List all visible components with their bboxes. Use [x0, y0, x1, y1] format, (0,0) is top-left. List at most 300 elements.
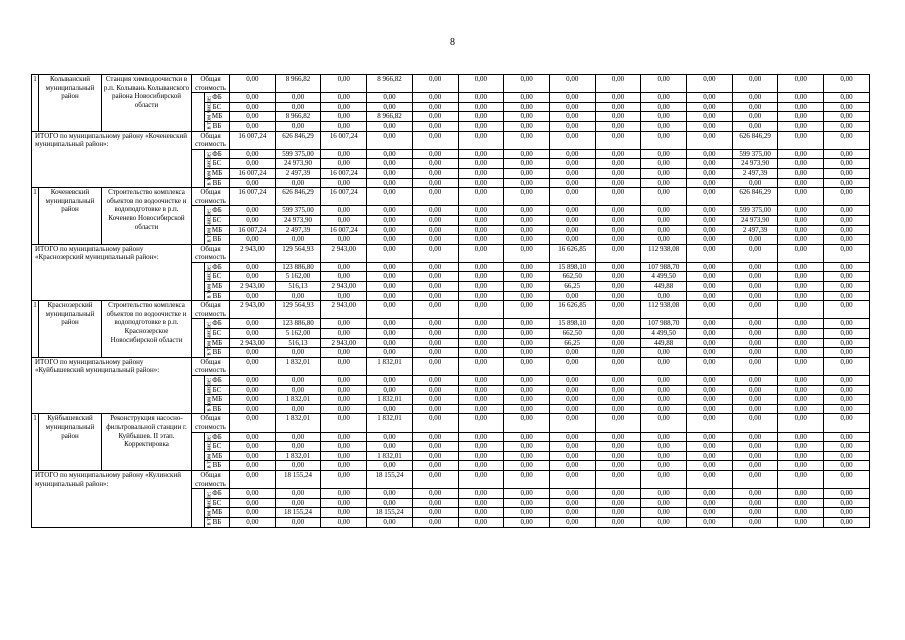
value-cell: 0,00	[458, 414, 504, 432]
value-cell: 0,00	[549, 178, 595, 188]
value-cell: 0,00	[412, 262, 458, 272]
value-cell: 0,00	[778, 357, 824, 375]
value-cell: 18 155,24	[275, 508, 321, 518]
value-cell: 0,00	[641, 291, 687, 301]
total-cost-label: Общая стоимость	[192, 301, 230, 319]
value-cell: 0,00	[687, 188, 733, 206]
value-cell: 0,00	[824, 272, 870, 282]
value-cell: 0,00	[412, 329, 458, 339]
value-cell: 0,00	[641, 188, 687, 206]
value-cell: 0,00	[824, 244, 870, 262]
funding-source-code: ФБ	[205, 432, 230, 442]
value-cell: 0,00	[230, 75, 276, 93]
value-cell: 2 943,00	[230, 244, 276, 262]
including-text: в том числе:	[205, 434, 213, 469]
value-cell: 0,00	[824, 102, 870, 112]
value-cell: 0,00	[504, 131, 550, 149]
value-cell: 0,00	[321, 112, 367, 122]
value-cell: 0,00	[595, 508, 641, 518]
value-cell: 0,00	[458, 291, 504, 301]
value-cell: 0,00	[367, 338, 413, 348]
value-cell: 0,00	[549, 461, 595, 471]
value-cell: 0,00	[504, 348, 550, 358]
funding-source-code: БС	[205, 215, 230, 225]
value-cell: 0,00	[412, 470, 458, 488]
value-cell: 0,00	[549, 159, 595, 169]
table-row	[32, 470, 870, 488]
value-cell: 0,00	[367, 498, 413, 508]
funding-source-code: МБ	[205, 112, 230, 122]
value-cell: 0,00	[824, 498, 870, 508]
value-cell: 0,00	[641, 404, 687, 414]
value-cell: 0,00	[367, 272, 413, 282]
value-cell: 0,00	[458, 168, 504, 178]
value-cell: 0,00	[321, 395, 367, 405]
including-text: в том числе:	[205, 208, 213, 243]
value-cell: 0,00	[595, 235, 641, 245]
value-cell: 0,00	[412, 404, 458, 414]
value-cell: 0,00	[458, 93, 504, 103]
value-cell: 0,00	[549, 395, 595, 405]
value-cell: 0,00	[687, 272, 733, 282]
value-cell: 0,00	[275, 517, 321, 527]
value-cell: 0,00	[824, 188, 870, 206]
value-cell: 2 497,39	[732, 168, 778, 178]
funding-source-code: ФБ	[205, 489, 230, 499]
value-cell: 0,00	[687, 461, 733, 471]
value-cell: 0,00	[687, 442, 733, 452]
value-cell: 16 007,24	[230, 131, 276, 149]
value-cell: 107 988,70	[641, 262, 687, 272]
value-cell: 0,00	[778, 188, 824, 206]
value-cell: 0,00	[687, 319, 733, 329]
value-cell: 0,00	[412, 282, 458, 292]
value-cell: 0,00	[412, 451, 458, 461]
value-cell: 0,00	[504, 395, 550, 405]
value-cell: 0,00	[595, 121, 641, 131]
value-cell: 0,00	[732, 244, 778, 262]
value-cell: 0,00	[687, 338, 733, 348]
value-cell: 516,13	[275, 338, 321, 348]
value-cell: 0,00	[458, 112, 504, 122]
value-cell: 599 375,00	[732, 206, 778, 216]
value-cell: 0,00	[367, 235, 413, 245]
value-cell: 0,00	[458, 451, 504, 461]
value-cell: 0,00	[687, 159, 733, 169]
value-cell: 0,00	[412, 301, 458, 319]
including-label	[192, 149, 213, 187]
value-cell: 0,00	[778, 470, 824, 488]
including-label	[192, 376, 213, 414]
value-cell: 0,00	[458, 75, 504, 93]
value-cell: 0,00	[595, 188, 641, 206]
value-cell: 1 832,01	[367, 357, 413, 375]
value-cell: 0,00	[504, 282, 550, 292]
value-cell: 24 973,90	[732, 159, 778, 169]
value-cell: 0,00	[595, 348, 641, 358]
value-cell: 0,00	[595, 93, 641, 103]
value-cell: 5 162,00	[275, 272, 321, 282]
value-cell: 0,00	[732, 112, 778, 122]
value-cell: 2 497,39	[732, 225, 778, 235]
value-cell: 0,00	[412, 131, 458, 149]
value-cell: 0,00	[367, 159, 413, 169]
value-cell: 8 966,82	[275, 75, 321, 93]
funding-source-code: БС	[205, 329, 230, 339]
value-cell: 0,00	[687, 225, 733, 235]
value-cell: 0,00	[321, 319, 367, 329]
value-cell: 0,00	[824, 338, 870, 348]
value-cell: 15 898,10	[549, 262, 595, 272]
value-cell: 0,00	[321, 235, 367, 245]
value-cell: 0,00	[275, 235, 321, 245]
row-number: 1	[32, 301, 39, 358]
value-cell: 16 626,85	[549, 301, 595, 319]
including-label	[192, 206, 213, 244]
including-text: в том числе:	[205, 321, 213, 356]
value-cell: 0,00	[687, 357, 733, 375]
value-cell: 0,00	[367, 329, 413, 339]
value-cell: 16 626,85	[549, 244, 595, 262]
value-cell: 0,00	[687, 291, 733, 301]
value-cell: 0,00	[412, 517, 458, 527]
value-cell: 599 375,00	[275, 206, 321, 216]
value-cell: 0,00	[412, 102, 458, 112]
value-cell: 0,00	[595, 262, 641, 272]
value-cell: 0,00	[824, 131, 870, 149]
value-cell: 0,00	[230, 93, 276, 103]
value-cell: 0,00	[824, 461, 870, 471]
value-cell: 0,00	[549, 168, 595, 178]
value-cell: 0,00	[504, 319, 550, 329]
value-cell: 0,00	[230, 357, 276, 375]
value-cell: 0,00	[504, 188, 550, 206]
value-cell: 0,00	[595, 404, 641, 414]
funding-source-code: ВБ	[205, 404, 230, 414]
value-cell: 66,25	[549, 338, 595, 348]
funding-source-code: МБ	[205, 338, 230, 348]
funding-source-code: МБ	[205, 282, 230, 292]
total-cost-label: Общая стоимость	[192, 470, 230, 488]
value-cell: 0,00	[641, 235, 687, 245]
value-cell: 0,00	[732, 404, 778, 414]
value-cell: 0,00	[321, 102, 367, 112]
value-cell: 0,00	[687, 498, 733, 508]
including-label	[192, 262, 213, 300]
value-cell: 0,00	[595, 489, 641, 499]
value-cell: 0,00	[549, 235, 595, 245]
value-cell: 0,00	[595, 319, 641, 329]
value-cell: 0,00	[321, 376, 367, 386]
value-cell: 0,00	[458, 432, 504, 442]
value-cell: 0,00	[549, 102, 595, 112]
value-cell: 0,00	[321, 262, 367, 272]
value-cell: 0,00	[778, 262, 824, 272]
value-cell: 2 943,00	[321, 301, 367, 319]
funding-source-code: ФБ	[205, 93, 230, 103]
value-cell: 0,00	[230, 376, 276, 386]
value-cell: 0,00	[824, 357, 870, 375]
value-cell: 0,00	[549, 432, 595, 442]
value-cell: 0,00	[321, 357, 367, 375]
value-cell: 0,00	[595, 159, 641, 169]
value-cell: 0,00	[275, 404, 321, 414]
value-cell: 0,00	[595, 272, 641, 282]
value-cell: 0,00	[367, 489, 413, 499]
value-cell: 0,00	[230, 206, 276, 216]
value-cell: 0,00	[549, 498, 595, 508]
value-cell: 0,00	[824, 291, 870, 301]
value-cell: 0,00	[504, 357, 550, 375]
funding-source-code: ВБ	[205, 517, 230, 527]
value-cell: 0,00	[778, 319, 824, 329]
value-cell: 0,00	[732, 329, 778, 339]
value-cell: 0,00	[595, 168, 641, 178]
value-cell: 0,00	[412, 498, 458, 508]
value-cell: 0,00	[230, 215, 276, 225]
value-cell: 0,00	[595, 461, 641, 471]
value-cell: 0,00	[641, 206, 687, 216]
value-cell: 0,00	[412, 272, 458, 282]
row-number: 1	[32, 75, 39, 132]
value-cell: 0,00	[778, 301, 824, 319]
value-cell: 0,00	[504, 93, 550, 103]
value-cell: 0,00	[504, 508, 550, 518]
value-cell: 0,00	[230, 329, 276, 339]
value-cell: 0,00	[641, 357, 687, 375]
value-cell: 0,00	[367, 93, 413, 103]
value-cell: 0,00	[230, 414, 276, 432]
value-cell: 0,00	[687, 75, 733, 93]
value-cell: 0,00	[549, 414, 595, 432]
value-cell: 0,00	[458, 225, 504, 235]
value-cell: 0,00	[595, 432, 641, 442]
value-cell: 0,00	[458, 178, 504, 188]
value-cell: 0,00	[687, 215, 733, 225]
value-cell: 0,00	[412, 442, 458, 452]
value-cell: 0,00	[321, 329, 367, 339]
funding-source-code: МБ	[205, 395, 230, 405]
value-cell: 0,00	[641, 178, 687, 188]
table-row	[32, 301, 870, 319]
value-cell: 0,00	[367, 282, 413, 292]
value-cell: 0,00	[367, 121, 413, 131]
value-cell: 0,00	[778, 131, 824, 149]
value-cell: 0,00	[504, 376, 550, 386]
value-cell: 0,00	[367, 404, 413, 414]
value-cell: 0,00	[549, 357, 595, 375]
value-cell: 0,00	[458, 131, 504, 149]
value-cell: 0,00	[412, 225, 458, 235]
value-cell: 0,00	[778, 329, 824, 339]
value-cell: 0,00	[595, 470, 641, 488]
value-cell: 0,00	[595, 102, 641, 112]
value-cell: 0,00	[687, 262, 733, 272]
value-cell: 0,00	[504, 517, 550, 527]
funding-source-code: ВБ	[205, 461, 230, 471]
value-cell: 0,00	[321, 489, 367, 499]
value-cell: 0,00	[458, 188, 504, 206]
value-cell: 0,00	[595, 282, 641, 292]
value-cell: 0,00	[641, 159, 687, 169]
value-cell: 0,00	[504, 178, 550, 188]
total-cost-label: Общая стоимость	[192, 357, 230, 375]
value-cell: 0,00	[412, 376, 458, 386]
value-cell: 0,00	[732, 178, 778, 188]
value-cell: 0,00	[778, 461, 824, 471]
value-cell: 0,00	[275, 376, 321, 386]
value-cell: 0,00	[778, 178, 824, 188]
value-cell: 0,00	[230, 508, 276, 518]
value-cell: 0,00	[641, 414, 687, 432]
value-cell: 0,00	[595, 517, 641, 527]
funding-source-code: БС	[205, 498, 230, 508]
value-cell: 0,00	[687, 178, 733, 188]
value-cell: 0,00	[504, 301, 550, 319]
value-cell: 0,00	[595, 338, 641, 348]
value-cell: 0,00	[275, 93, 321, 103]
value-cell: 0,00	[549, 188, 595, 206]
value-cell: 0,00	[732, 470, 778, 488]
value-cell: 0,00	[641, 215, 687, 225]
value-cell: 0,00	[595, 149, 641, 159]
value-cell: 0,00	[641, 102, 687, 112]
value-cell: 0,00	[504, 112, 550, 122]
including-label	[192, 432, 213, 470]
value-cell: 0,00	[504, 451, 550, 461]
value-cell: 0,00	[824, 376, 870, 386]
value-cell: 0,00	[321, 508, 367, 518]
value-cell: 0,00	[504, 414, 550, 432]
value-cell: 0,00	[458, 385, 504, 395]
value-cell: 0,00	[641, 489, 687, 499]
value-cell: 0,00	[367, 178, 413, 188]
financing-table	[31, 74, 870, 528]
value-cell: 0,00	[824, 112, 870, 122]
value-cell: 0,00	[687, 206, 733, 216]
value-cell: 0,00	[687, 168, 733, 178]
funding-source-code: МБ	[205, 168, 230, 178]
value-cell: 0,00	[412, 188, 458, 206]
value-cell: 0,00	[321, 470, 367, 488]
value-cell: 0,00	[732, 93, 778, 103]
value-cell: 0,00	[367, 348, 413, 358]
value-cell: 0,00	[504, 102, 550, 112]
value-cell: 0,00	[367, 225, 413, 235]
value-cell: 16 007,24	[321, 131, 367, 149]
funding-source-code: ВБ	[205, 121, 230, 131]
value-cell: 0,00	[549, 75, 595, 93]
value-cell: 0,00	[595, 498, 641, 508]
value-cell: 0,00	[367, 301, 413, 319]
value-cell: 0,00	[824, 414, 870, 432]
value-cell: 0,00	[412, 178, 458, 188]
table-row	[32, 131, 870, 149]
value-cell: 0,00	[321, 178, 367, 188]
value-cell: 16 007,24	[321, 225, 367, 235]
value-cell: 0,00	[230, 517, 276, 527]
value-cell: 0,00	[321, 121, 367, 131]
value-cell: 0,00	[458, 338, 504, 348]
value-cell: 0,00	[778, 206, 824, 216]
value-cell: 0,00	[367, 376, 413, 386]
value-cell: 0,00	[732, 432, 778, 442]
value-cell: 0,00	[641, 168, 687, 178]
value-cell: 0,00	[549, 385, 595, 395]
value-cell: 1 832,01	[367, 414, 413, 432]
value-cell: 0,00	[732, 75, 778, 93]
value-cell: 0,00	[687, 244, 733, 262]
table-row	[32, 75, 870, 93]
value-cell: 0,00	[504, 272, 550, 282]
value-cell: 1 832,01	[275, 414, 321, 432]
total-cost-label: Общая стоимость	[192, 131, 230, 149]
value-cell: 0,00	[367, 215, 413, 225]
value-cell: 0,00	[778, 508, 824, 518]
value-cell: 0,00	[412, 168, 458, 178]
value-cell: 0,00	[367, 291, 413, 301]
value-cell: 0,00	[824, 282, 870, 292]
value-cell: 0,00	[412, 338, 458, 348]
value-cell: 0,00	[687, 451, 733, 461]
value-cell: 0,00	[412, 206, 458, 216]
value-cell: 0,00	[824, 206, 870, 216]
value-cell: 0,00	[824, 168, 870, 178]
value-cell: 0,00	[321, 451, 367, 461]
value-cell: 0,00	[458, 517, 504, 527]
value-cell: 0,00	[595, 178, 641, 188]
value-cell: 0,00	[641, 508, 687, 518]
itogo-label: ИТОГО по муниципальному району «Кулинский муниципальный район»:	[32, 470, 192, 527]
value-cell: 0,00	[230, 178, 276, 188]
value-cell: 0,00	[687, 414, 733, 432]
value-cell: 0,00	[549, 112, 595, 122]
object-name: Строительство комплекса объектов по водоочистке и водоподготовке в р.п. Краснозерское Новосибирской области	[102, 301, 192, 358]
value-cell: 0,00	[504, 262, 550, 272]
value-cell: 0,00	[321, 404, 367, 414]
table-row	[32, 357, 870, 375]
value-cell: 0,00	[504, 461, 550, 471]
value-cell: 0,00	[778, 159, 824, 169]
value-cell: 0,00	[641, 93, 687, 103]
value-cell: 0,00	[504, 432, 550, 442]
value-cell: 18 155,24	[367, 470, 413, 488]
district-name: Куйбышевский муниципальный район	[39, 414, 102, 471]
value-cell: 0,00	[458, 395, 504, 405]
funding-source-code: ВБ	[205, 348, 230, 358]
value-cell: 0,00	[687, 102, 733, 112]
value-cell: 0,00	[687, 121, 733, 131]
value-cell: 0,00	[458, 262, 504, 272]
value-cell: 0,00	[458, 470, 504, 488]
value-cell: 8 966,82	[275, 112, 321, 122]
value-cell: 2 943,00	[230, 301, 276, 319]
value-cell: 0,00	[458, 498, 504, 508]
object-name: Станция химводоочистки в р.п. Колывань Колыванского района Новосибирской области	[102, 75, 192, 132]
value-cell: 0,00	[458, 301, 504, 319]
value-cell: 0,00	[732, 357, 778, 375]
value-cell: 0,00	[321, 75, 367, 93]
value-cell: 0,00	[321, 159, 367, 169]
value-cell: 0,00	[504, 244, 550, 262]
value-cell: 0,00	[641, 149, 687, 159]
value-cell: 112 938,08	[641, 244, 687, 262]
value-cell: 0,00	[504, 442, 550, 452]
value-cell: 0,00	[824, 75, 870, 93]
value-cell: 0,00	[367, 262, 413, 272]
value-cell: 0,00	[549, 404, 595, 414]
funding-source-code: МБ	[205, 225, 230, 235]
